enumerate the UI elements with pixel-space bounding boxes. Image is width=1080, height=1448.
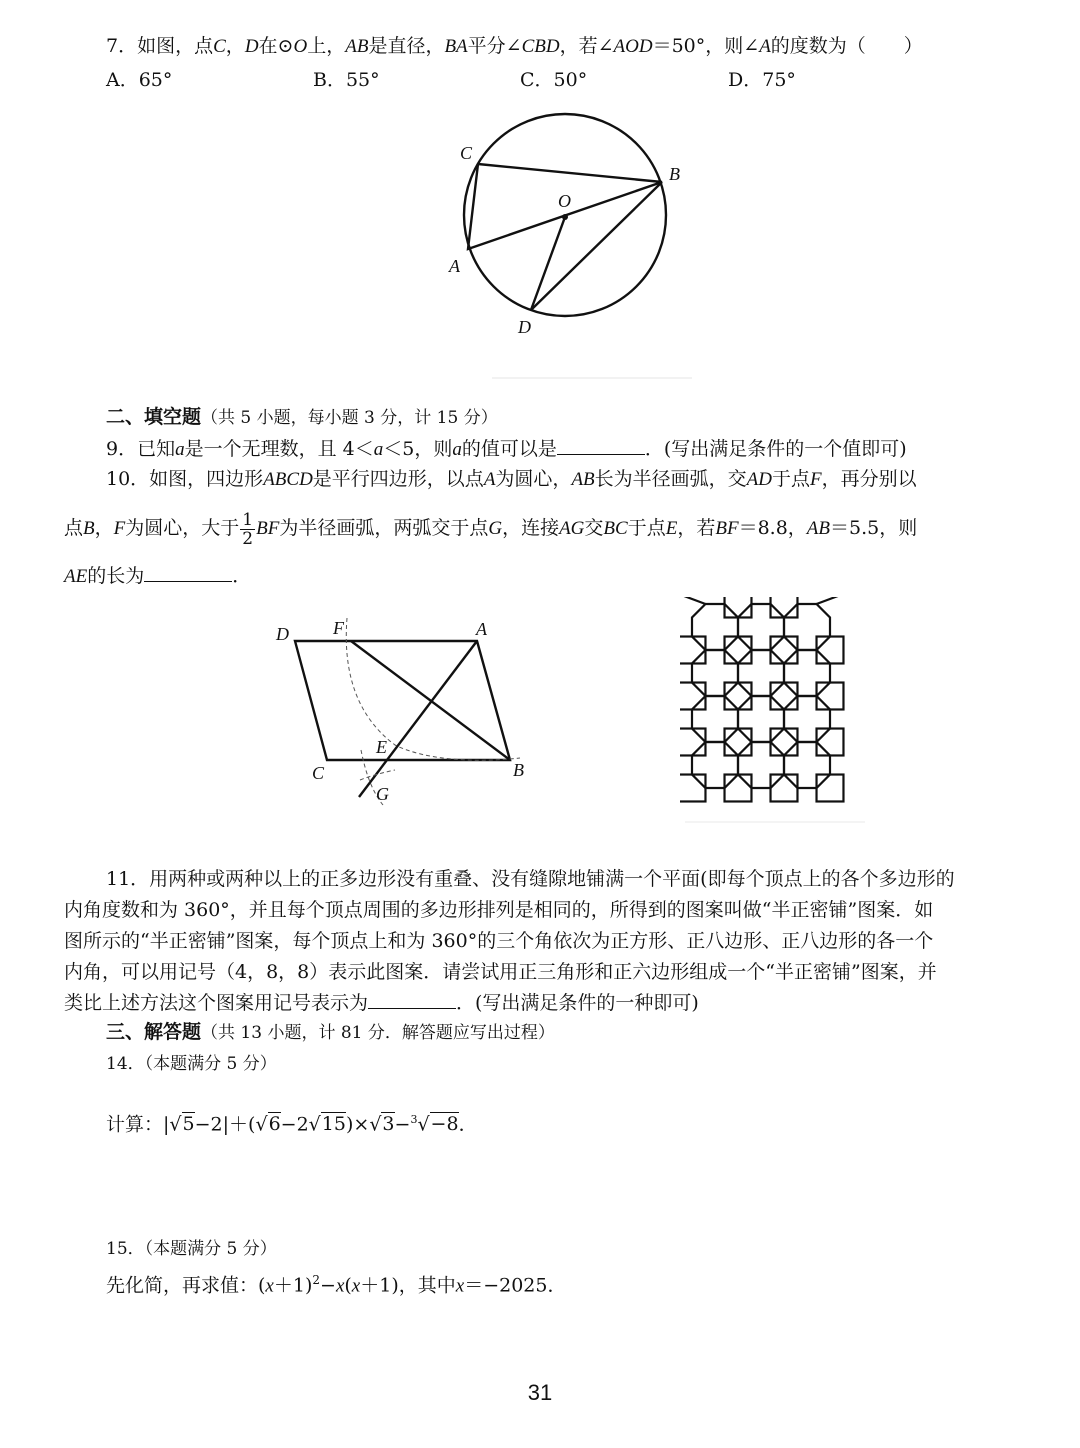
- label-a: A: [449, 256, 460, 276]
- edge-stub: [817, 597, 838, 604]
- label-b: B: [513, 760, 524, 780]
- octagon-tile: [784, 650, 830, 696]
- label-e: E: [376, 737, 387, 757]
- q14-expression: 计算：|√5−2|＋(√6−2√15)×√3−$^3$√−8．: [106, 1113, 478, 1136]
- octagon-tile: [692, 604, 738, 650]
- q7-option-b: B．55°: [313, 69, 380, 91]
- label-f: F: [333, 618, 344, 638]
- octagon-tile: [692, 650, 738, 696]
- octagon-tile: [692, 696, 738, 742]
- label-o: O: [558, 191, 571, 211]
- section-2-heading: 二、填空题（共 5 小题，每小题 3 分，计 15 分）: [106, 406, 498, 428]
- q11-line-2: 内角度数和为 360°，并且每个顶点周围的多边形排列是相同的，所得到的图案叫做“半正密铺”图案．如: [64, 899, 934, 921]
- square-tile: [725, 775, 752, 802]
- parallelogram-figure: [265, 610, 555, 820]
- square-tile: [817, 729, 844, 756]
- segment-bd: [531, 182, 662, 310]
- square-tile: [680, 683, 705, 710]
- octagon-tile: [784, 604, 830, 650]
- octagon-tile: [784, 696, 830, 742]
- q15-expression: 先化简，再求值：$(x+1)^2-x(x+1)$，其中x＝−2025．: [106, 1273, 567, 1297]
- label-a: A: [476, 619, 487, 639]
- label-d: D: [276, 624, 289, 644]
- q7-option-c: C．50°: [520, 69, 588, 91]
- square-tile: [771, 683, 798, 710]
- label-c: C: [460, 143, 473, 163]
- square-tile: [725, 729, 752, 756]
- ray-ag: [359, 641, 477, 797]
- q14-header: 14．（本题满分 5 分）: [106, 1054, 277, 1074]
- square-tile: [680, 775, 705, 802]
- octagon-tile: [738, 650, 784, 696]
- square-tile: [725, 637, 752, 664]
- octagon-tile: [738, 742, 784, 788]
- square-tile: [725, 683, 752, 710]
- fraction-one-half: $\frac{1}{2}$: [242, 509, 254, 549]
- segment-od: [531, 217, 565, 310]
- square-tile: [680, 729, 705, 756]
- q10-line-3: AE的长为 ．: [64, 565, 252, 587]
- q11-answer-blank: [368, 990, 456, 1009]
- q9-answer-blank: [557, 436, 645, 455]
- page-number: 31: [527, 1380, 553, 1405]
- square-tile: [771, 775, 798, 802]
- q10-answer-blank: [144, 563, 232, 582]
- square-tile: [817, 683, 844, 710]
- octagon-tile: [738, 696, 784, 742]
- q11-line-5: 类比上述方法这个图案用记号表示为 ．(写出满足条件的一种即可): [64, 992, 699, 1014]
- section-3-heading: 三、解答题（共 13 小题，计 81 分．解答题应写出过程）: [106, 1021, 555, 1043]
- q10-line-2: 点B，F为圆心，大于 $\frac{1}{2}$ BF为半径画弧，两弧交于点G，连接AG交BC于点E，若BF＝8.8，AB＝5.5，则: [64, 509, 918, 549]
- label-g: G: [376, 784, 389, 804]
- label-c: C: [312, 763, 325, 783]
- q11-line-4: 内角，可以用记号（4，8，8）表示此图案．请尝试用正三角形和正六边形组成一个“半正密铺”图案，并: [64, 961, 937, 983]
- q7-option-a: A．65°: [106, 69, 173, 91]
- octagon-tile: [738, 604, 784, 650]
- octagon-tile: [692, 742, 738, 788]
- square-tile: [771, 637, 798, 664]
- circle-figure: [430, 100, 700, 390]
- label-b: B: [669, 164, 680, 184]
- q7-stem: 7．如图，点C，D在⊙O上，AB是直径，BA平分∠CBD，若∠AOD＝50°，则∠A的度数为（ ）: [106, 35, 923, 57]
- square-tile: [817, 775, 844, 802]
- q10-line-1: 10．如图，四边形ABCD是平行四边形，以点A为圆心，AB长为半径画弧，交AD于点F，再分别以: [106, 468, 917, 490]
- tiling-figure: [680, 597, 870, 837]
- center-point: [562, 214, 568, 220]
- q11-line-1: 11．用两种或两种以上的正多边形没有重叠、没有缝隙地铺满一个平面(即每个顶点上的各个多边形的: [106, 868, 955, 890]
- square-tile: [817, 637, 844, 664]
- edge-stub: [684, 597, 705, 604]
- q9-stem: 9．已知a是一个无理数，且 4＜a＜5，则a的值可以是 ．(写出满足条件的一个值即可): [106, 438, 907, 460]
- label-d: D: [518, 317, 531, 337]
- square-tile: [771, 729, 798, 756]
- octagon-tile: [784, 742, 830, 788]
- q7-option-d: D．75°: [728, 69, 796, 91]
- q15-header: 15．（本题满分 5 分）: [106, 1239, 277, 1259]
- parallelogram-abcd: [295, 641, 510, 760]
- square-tile: [680, 637, 705, 664]
- q11-line-3: 图所示的“半正密铺”图案，每个顶点上和为 360°的三个角依次为正方形、正八边形、正八边形的各一个: [64, 930, 934, 952]
- arc-centered-a: [346, 618, 520, 760]
